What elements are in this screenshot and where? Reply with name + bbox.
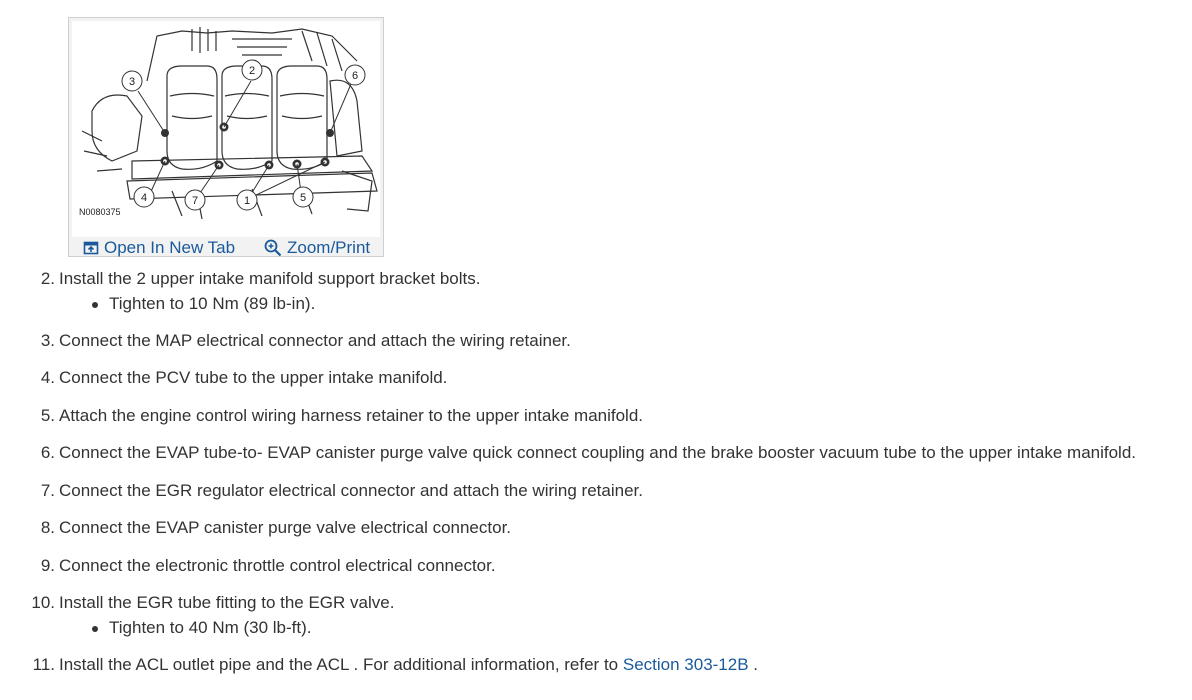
step-7 <box>0 478 1192 504</box>
step-text: Connect the EVAP canister purge valve electrical connector. <box>59 518 512 537</box>
step-6 <box>0 440 1192 466</box>
torque-spec: Tighten to 40 Nm (30 lb-ft). <box>59 616 1192 640</box>
step-text: Install the 2 upper intake manifold support bracket bolts. <box>59 269 481 288</box>
step-number: 10. <box>31 593 55 612</box>
open-in-new-tab-link[interactable] <box>83 238 235 258</box>
open-in-new-tab-icon <box>83 240 99 256</box>
step-text: Connect the electronic throttle control electrical connector. <box>59 555 496 575</box>
zoom-in-icon <box>264 239 282 257</box>
step-11 <box>0 652 1192 678</box>
step-substeps <box>59 616 1192 640</box>
step-text: Connect the EGR regulator electrical connector and attach the wiring retainer. <box>59 480 643 500</box>
step-number: 3. <box>40 330 55 350</box>
step-4 <box>0 365 1192 391</box>
zoom-print-label: Zoom/Print <box>287 238 371 257</box>
step-number: 7. <box>40 480 55 500</box>
svg-text:1: 1 <box>243 195 251 207</box>
callout-4 <box>134 187 154 207</box>
section-reference-link[interactable]: Section 303-12B <box>622 654 749 674</box>
intake-manifold-illustration <box>72 21 380 237</box>
figure-id: N0080375 <box>79 207 121 217</box>
callout-3 <box>122 71 142 91</box>
callout-1 <box>237 190 257 210</box>
step-number: 8. <box>40 518 55 537</box>
figure-actions <box>69 238 383 258</box>
callout-6 <box>345 65 365 85</box>
step-text: Connect the PCV tube to the upper intake manifold. <box>59 368 448 387</box>
step-substeps <box>59 292 1192 316</box>
svg-text:7: 7 <box>191 195 199 207</box>
step-number: 11. <box>32 654 55 674</box>
zoom-print-link[interactable] <box>264 238 370 258</box>
svg-text:2: 2 <box>248 65 256 77</box>
step-8 <box>0 515 1192 541</box>
open-in-new-tab-label: Open In New Tab <box>104 238 236 257</box>
step-number: 2. <box>40 269 55 288</box>
callout-5 <box>293 187 313 207</box>
step-text: Install the EGR tube fitting to the EGR valve. <box>59 593 395 612</box>
step-text: Connect the EVAP tube-to- EVAP canister purge valve quick connect coupling and the brake booster vacuum tube to the upper intake manifold. <box>59 443 1137 462</box>
svg-text:6: 6 <box>351 70 359 82</box>
procedure-figure <box>68 17 384 257</box>
step-text: Install the ACL outlet pipe and the ACL . For additional information, refer to <box>59 654 619 674</box>
step-number: 9. <box>40 555 55 575</box>
step-2 <box>0 266 1192 316</box>
step-number: 5. <box>40 405 55 425</box>
step-text-end: . <box>748 654 759 674</box>
callout-2 <box>242 60 262 80</box>
svg-text:4: 4 <box>140 192 148 204</box>
torque-spec: Tighten to 10 Nm (89 lb-in). <box>59 292 1192 316</box>
callout-7 <box>185 190 205 210</box>
step-number: 6. <box>40 443 55 462</box>
step-10 <box>0 590 1192 640</box>
step-number: 4. <box>40 368 55 387</box>
step-5 <box>0 403 1192 429</box>
step-9 <box>0 553 1192 579</box>
svg-text:5: 5 <box>299 192 307 204</box>
step-text: Attach the engine control wiring harness retainer to the upper intake manifold. <box>59 405 644 425</box>
step-3 <box>0 328 1192 354</box>
svg-text:3: 3 <box>128 76 136 88</box>
procedure-steps <box>0 266 1192 689</box>
step-text: Connect the MAP electrical connector and attach the wiring retainer. <box>59 330 571 350</box>
